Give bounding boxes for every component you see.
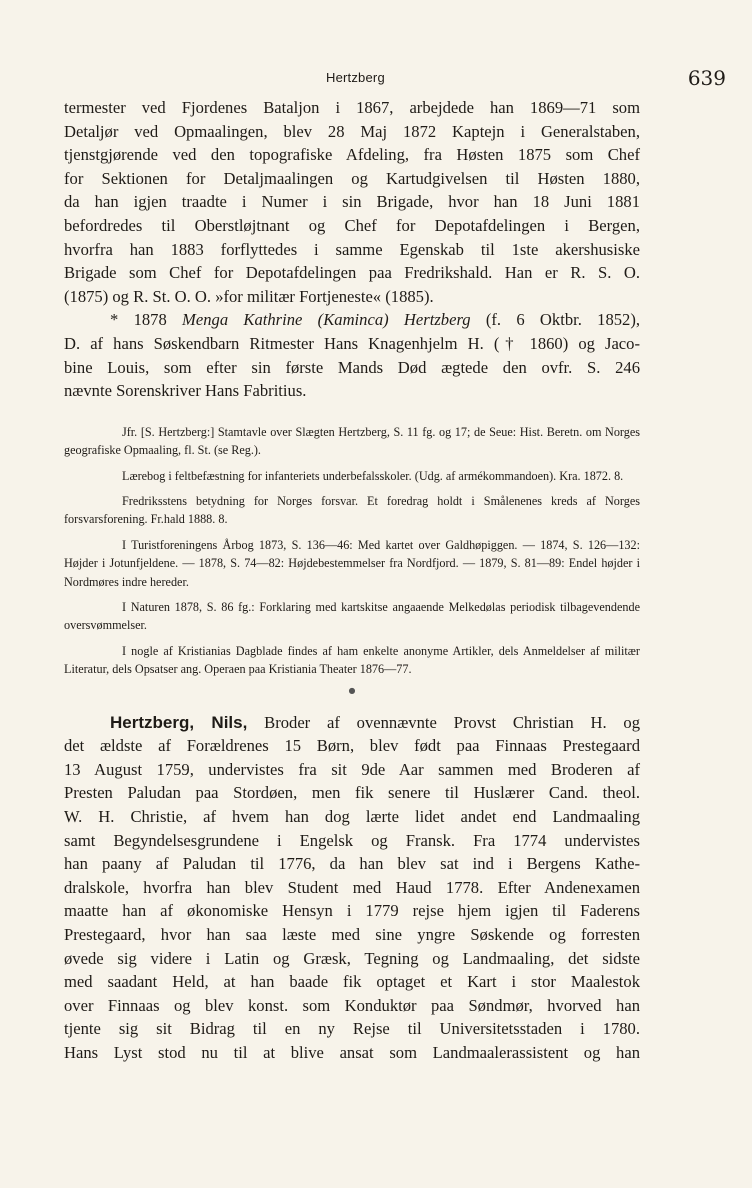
text-line: D. af hans Søskendbarn Ritmester Hans Knagenhjelm H. († 1860) og Jaco-: [64, 333, 640, 353]
entry-line: Broder af ovennævnte Provst Christian H. og: [247, 712, 640, 732]
text-line: dralskole, hvorfra han blev Student med Haud 1778. Efter Andenexamen: [64, 877, 640, 897]
text-line: Hans Lyst stod nu til at blive ansat som Landmaalerassistent og han: [64, 1042, 640, 1062]
text-line: Prestegaard, hvor han saa læste med sine yngre Søskende og forresten: [64, 924, 640, 944]
section-divider: ●: [348, 685, 356, 695]
text-line: da han igjen traadte i Numer i sin Brigade, hvor han 18 Juni 1881: [64, 192, 640, 212]
text-line: Brigade som Chef for Depotafdelingen paa Fredrikshald. Han er R. S. O.: [64, 263, 640, 283]
reference-item: Lærebog i feltbefæstning for infanteriets underbefalsskoler. (Udg. af armékommandoen). Kra. 1872. 8.: [122, 468, 624, 483]
reference-item: I Turistforeningens Årbog 1873, S. 136—46: Med kartet over Galdhøpiggen. — 1874, S. 126—132: Højder i Jotunfjeldene. — 1878, S. 74—82: Højdebestemmelser fra Nordfjord. — 1879, S. 81—89: Endel højder i Nordmøres indre hereder.: [64, 537, 640, 589]
paragraph-career: [64, 96, 640, 308]
text-line: (1875) og R. St. O. O. »for militær Fortjeneste« (1885).: [64, 286, 434, 306]
entry-headword: Hertzberg, Nils,: [110, 712, 248, 732]
text-line: 13 August 1759, undervistes fra sit 9de Aar sammen med Broderen af: [64, 759, 640, 779]
text-line: samt Begyndelsesgrundene i Engelsk og Fransk. Fra 1774 undervistes: [64, 830, 640, 850]
text-line: hvorfra han 1883 forflyttedes i samme Egenskab til 1ste akershusiske: [64, 239, 640, 259]
text-line: han paany af Paludan til 1776, da han blev sat ind i Bergens Kathe-: [64, 854, 640, 874]
text-line: [64, 308, 640, 332]
text-line: maatte han af økonomiske Hensyn i 1779 rejse hjem igjen til Faderens: [64, 901, 640, 921]
text-line: tjente sig sit Bidrag til en ny Rejse til Universitetsstaden i 1780.: [64, 1019, 640, 1039]
entry-body: [64, 734, 640, 1064]
marriage-prefix: * 1878: [110, 310, 183, 330]
text-line: [64, 711, 640, 735]
text-line: over Finnaas og blev konst. som Konduktør paa Søndmør, hvorved han: [64, 995, 640, 1015]
references: [64, 423, 640, 679]
text-line: W. H. Christie, af hvem han dog lærte lidet andet end Landmaaling: [64, 806, 640, 826]
text-line: det ældste af Forældrenes 15 Børn, blev født paa Finnaas Prestegaard: [64, 736, 640, 756]
reference-item: I Naturen 1878, S. 86 fg.: Forklaring med kartskitse angaaende Melkedølas periodisk tilbagevendende oversvømmelser.: [64, 599, 640, 633]
text-line: øvede sig videre i Latin og Græsk, Tegning og Landmaaling, det sidste: [64, 948, 640, 968]
text-line: med saadant Held, at han baade fik optaget et Kart i stor Maalestok: [64, 972, 640, 992]
paragraph-marriage: [64, 308, 640, 402]
text-line: for Sektionen for Detaljmaalingen og Kartudgivelsen til Høsten 1880,: [64, 168, 640, 188]
reference-item: I nogle af Kristianias Dagblade findes af ham enkelte anonyme Artikler, dels Anmeldelser af militær Literatur, dels Opsatser ang. Operaen paa Kristiania Theater 1876—77.: [64, 643, 640, 677]
reference-item: Jfr. [S. Hertzberg:] Stamtavle over Slægten Hertzberg, S. 11 fg. og 17; de Seue: Hist. Beretn. om Norges geografiske Opmaaling, fl. St. (se Reg.).: [64, 424, 640, 458]
running-head: Hertzberg: [326, 70, 385, 85]
text-line: nævnte Sorenskriver Hans Fabritius.: [64, 381, 307, 401]
marriage-line: (f. 6 Oktbr. 1852),: [470, 310, 641, 330]
reference-item: Fredriksstens betydning for Norges forsvar. Et foredrag holdt i Smålenenes kreds af Norges forsvarsforening. Fr.hald 1888. 8.: [64, 493, 640, 527]
text-line: bine Louis, som efter sin første Mands Død ægtede den ovfr. S. 246: [64, 357, 640, 377]
text-line: tjenstgjørende ved den topografiske Afdeling, fra Høsten 1875 som Chef: [64, 145, 640, 165]
text-line: befordredes til Oberstløjtnant og Chef for Depotafdelingen i Bergen,: [64, 215, 640, 235]
text-line: Detaljør ved Opmaalingen, blev 28 Maj 1872 Kaptejn i Generalstaben,: [64, 121, 640, 141]
spouse-name: Menga Kathrine (Kaminca) Hertzberg: [182, 310, 471, 330]
entry-nils-hertzberg: [64, 711, 640, 1065]
page-header: [64, 66, 726, 96]
text-line: termester ved Fjordenes Bataljon i 1867, arbejdede han 1869—71 som: [64, 98, 640, 117]
text-line: Presten Paludan paa Stordøen, men fik senere til Huslærer Cand. theol.: [64, 783, 640, 803]
page-number: 639: [687, 66, 726, 90]
